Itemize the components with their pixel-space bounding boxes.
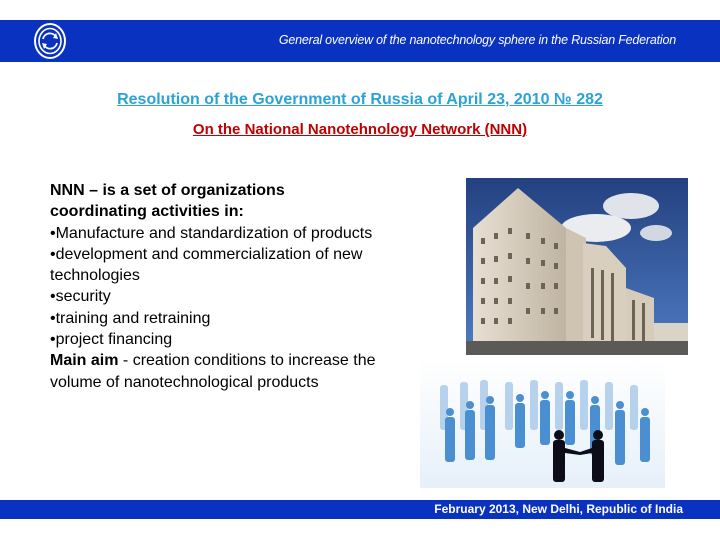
header-band [0, 20, 720, 62]
bullet-item: •project financing [50, 331, 173, 349]
slide-body-text [50, 180, 430, 393]
header-title: General overview of the nanotechnology sphere in the Russian Federation [278, 33, 676, 47]
main-aim-text: - creation conditions to increase the [118, 352, 376, 370]
nnn-subtitle-link[interactable]: On the National Nanotehnology Network (NNN) [192, 121, 528, 138]
bullet-item: •training and retraining [50, 309, 211, 327]
circular-arrows-logo-icon [31, 22, 69, 60]
footer-text: February 2013, New Delhi, Republic of India [434, 502, 683, 516]
main-aim-line [50, 350, 430, 371]
business-people-illustration [420, 360, 665, 488]
bullet-item: •Manufacture and standardization of products [50, 224, 373, 242]
main-aim-label: Main aim [50, 352, 119, 370]
main-aim-line: volume of nanotechnological products [50, 373, 319, 391]
intro-line: coordinating activities in: [50, 203, 244, 221]
resolution-title-link[interactable]: Resolution of the Government of Russia of April 23, 2010 № 282 [117, 91, 603, 108]
footer-band [0, 500, 720, 519]
bullet-item: •security [50, 288, 111, 306]
intro-line: NNN – is a set of organizations [50, 182, 285, 199]
bullet-item-continued: technologies [50, 267, 140, 285]
building-photo [466, 178, 688, 355]
bullet-item: •development and commercialization of new [50, 245, 363, 263]
